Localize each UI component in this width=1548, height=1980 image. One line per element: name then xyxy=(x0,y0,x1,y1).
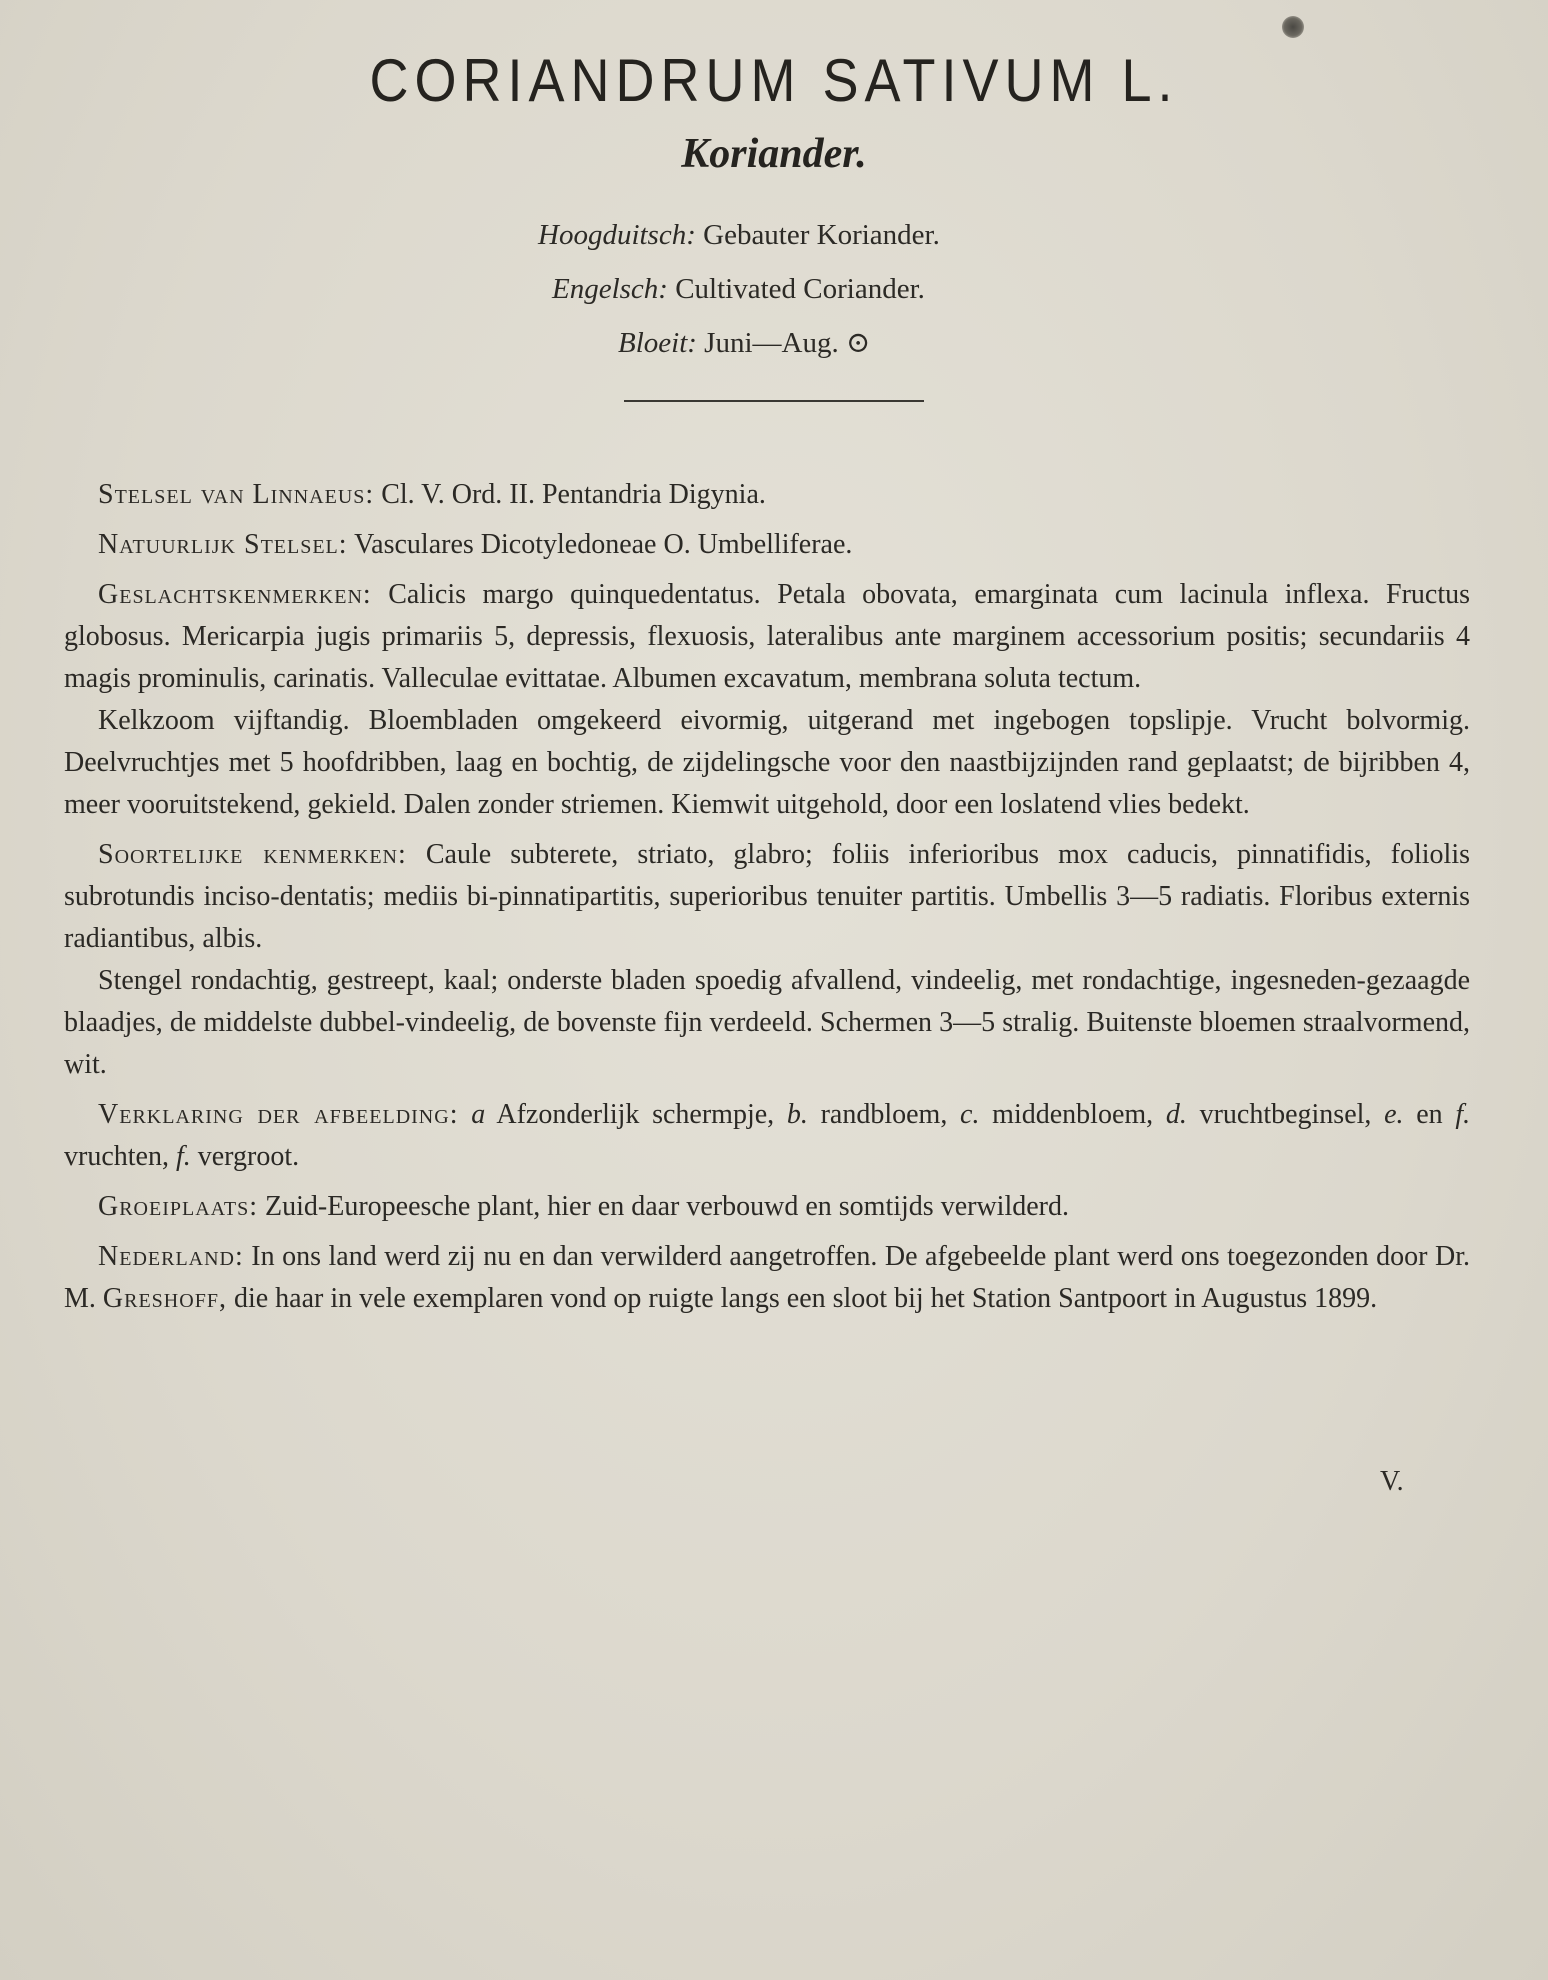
bloom-period-row xyxy=(520,316,1060,370)
page-title: CORIANDRUM SATIVUM L. xyxy=(369,47,1179,115)
netherlands-text-1: In ons land werd zij nu en dan verwilderd aangetroffen. De afgebeelde plant werd ons toegezonden door Dr. M. xyxy=(64,1241,1471,1314)
german-name-label: Hoogduitsch: xyxy=(538,219,696,251)
habitat-label: Groeiplaats: xyxy=(98,1191,259,1222)
figure-key-c: c. xyxy=(960,1099,980,1130)
figure-text-c: middenbloem, xyxy=(992,1099,1154,1130)
genus-characters-dutch-text: Kelkzoom vijftandig. Bloembladen omgekeerd eivormig, uitgerand met ingebogen topslipje. Vrucht bolvormig. Deelvruchtjes met 5 hoofdribben, laag en bochtig, de zijdelingsche voor den naastbijzijnden rand geplaatst; de bijribben 4, meer vooruitstekend, gekield. Dalen zonder striemen. Kiemwit uitgehold, door een loslatend vlies bedekt. xyxy=(64,705,1470,820)
species-characters-dutch-paragraph xyxy=(64,960,1470,1086)
figure-key-f: f. xyxy=(1455,1099,1471,1130)
netherlands-text-2: die haar in vele exemplaren vond op ruigte langs een sloot bij het Station Santpoort in Augustus 1899. xyxy=(233,1283,1378,1314)
english-name-row xyxy=(520,262,1060,316)
species-characters-label: Soortelijke kenmerken: xyxy=(98,839,407,870)
page-subtitle: Koriander. xyxy=(681,131,867,177)
natural-system-text: Vasculares Dicotyledoneae O. Umbelliferae. xyxy=(354,529,853,560)
netherlands-label: Nederland: xyxy=(98,1241,244,1272)
natural-system-label: Natuurlijk Stelsel: xyxy=(98,529,348,560)
figure-key-a: a xyxy=(471,1099,486,1130)
english-name-label: Engelsch: xyxy=(552,273,668,305)
figure-text-d: vruchtbeginsel, xyxy=(1199,1099,1372,1130)
figure-key-d: d. xyxy=(1165,1099,1187,1130)
genus-characters-text: Calicis margo quinquedentatus. Petala obovata, emarginata cum lacinula inflexa. Fructus globosus. Mericarpia jugis primariis 5, depressis, flexuosis, lateralibus ante marginem accessorium positis; secundariis 4 magis prominulis, carinatis. Valleculae evittatae. Albumen excavatum, membrana soluta tectum. xyxy=(64,579,1471,694)
figure-key-e: e. xyxy=(1384,1099,1404,1130)
german-name-row xyxy=(520,208,1060,262)
habitat-text: Zuid-Europeesche plant, hier en daar verbouwd en somtijds verwilderd. xyxy=(265,1191,1069,1222)
figure-explanation-label: Verklaring der afbeelding: xyxy=(98,1099,459,1130)
figure-text-a: Afzonderlijk schermpje, xyxy=(496,1099,775,1130)
figure-explanation-paragraph xyxy=(64,1094,1470,1178)
figure-text-f: vruchten, xyxy=(64,1141,169,1172)
author-signature: V. xyxy=(1380,1466,1404,1497)
description-body xyxy=(64,474,1470,1320)
species-characters-text: Caule subterete, striato, glabro; foliis inferioribus mox caducis, pinnatifidis, foliolis subrotundis inciso-dentatis; mediis bi-pinnatipartitis, superioribus tenuiter partitis. Umbellis 3—5 radiatis. Floribus externis radiantibus, albis. xyxy=(64,839,1471,954)
figure-key-b: b. xyxy=(786,1099,808,1130)
figure-key-f-enlarged: f. xyxy=(175,1141,191,1172)
ink-spot xyxy=(1282,16,1304,38)
natural-system-paragraph xyxy=(64,524,1470,566)
collector-name: Greshoff, xyxy=(102,1283,227,1314)
bloom-period-label: Bloeit: xyxy=(618,327,697,359)
netherlands-paragraph xyxy=(64,1236,1470,1320)
figure-text-enlarged: vergroot. xyxy=(197,1141,300,1172)
linnaeus-text: Cl. V. Ord. II. Pentandria Digynia. xyxy=(381,479,766,510)
genus-characters-label: Geslachtskenmerken: xyxy=(98,579,372,610)
linnaeus-paragraph xyxy=(64,474,1470,516)
linnaeus-label: Stelsel van Linnaeus: xyxy=(98,479,375,510)
habitat-paragraph xyxy=(64,1186,1470,1228)
bloom-period-value: Juni—Aug. ⊙ xyxy=(704,327,871,359)
genus-characters-paragraph xyxy=(64,574,1470,700)
species-characters-dutch-text: Stengel rondachtig, gestreept, kaal; onderste bladen spoedig afvallend, vindeelig, met rondachtige, ingesneden-gezaagde blaadjes, de middelste dubbel-vindeelig, de bovenste fijn verdeeld. Schermen 3—5 stralig. Buitenste bloemen straalvormend, wit. xyxy=(64,965,1470,1080)
figure-text-e: en xyxy=(1416,1099,1443,1130)
genus-characters-dutch-paragraph xyxy=(64,700,1470,826)
common-names-block xyxy=(520,208,1060,370)
english-name-value: Cultivated Coriander. xyxy=(675,273,925,305)
divider-rule xyxy=(624,400,924,402)
figure-text-b: randbloem, xyxy=(820,1099,948,1130)
species-characters-paragraph xyxy=(64,834,1470,960)
german-name-value: Gebauter Koriander. xyxy=(703,219,940,251)
